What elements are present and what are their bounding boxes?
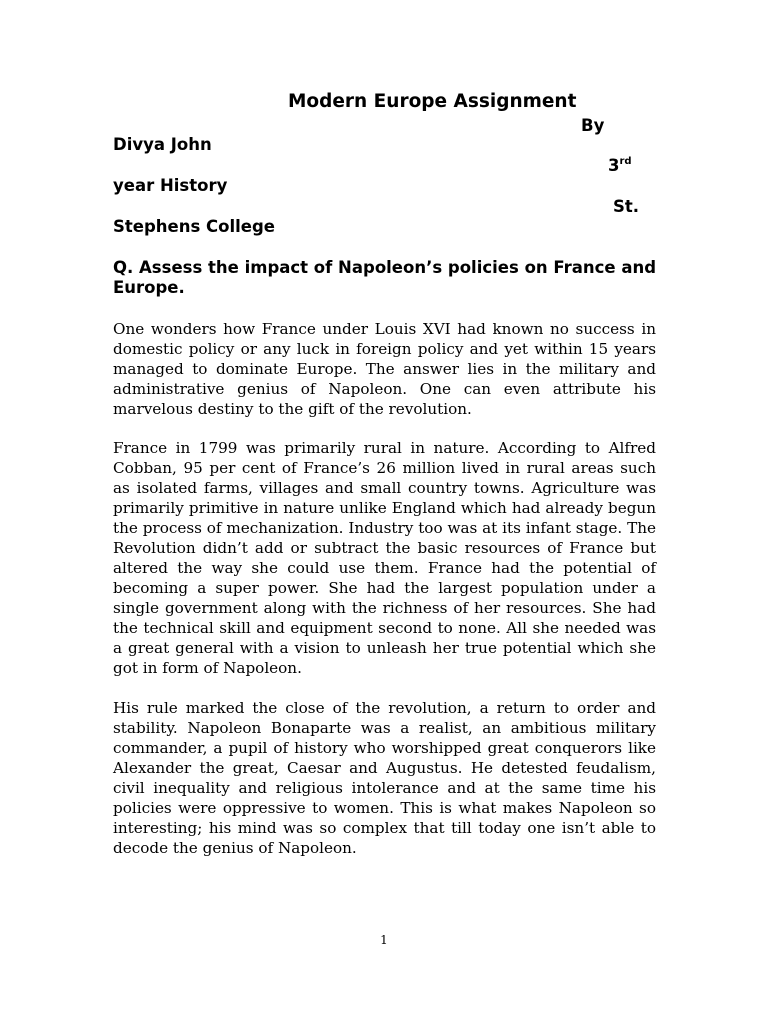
year-number — [608, 156, 632, 176]
year-number-suffix: rd — [619, 155, 632, 167]
year-number-value: 3 — [608, 156, 620, 175]
course-name: year History — [113, 176, 228, 195]
body-paragraph-2: France in 1799 was primarily rural in nature. According to Alfred Cobban, 95 per cent of France’s 26 million lived in rural areas such as isolated farms, villages and small country towns. Agriculture was primarily primitive in nature unlike England which had already begun the process of mechanization. Industry too was at its infant stage. The Revolution didn’t add or subtract the basic resources of France but altered the way she could use them. France had the potential of becoming a super power. She had the largest population under a single government along with the richness of her resources. She had the technical skill and equipment second to none. All she needed was a great general with a vision to unleash her true potential which she got in form of Napoleon. — [113, 439, 656, 677]
page-number: 1 — [380, 933, 388, 947]
page-title: Modern Europe Assignment — [288, 91, 577, 112]
body-paragraph-3: His rule marked the close of the revolution, a return to order and stability. Napoleon Bonaparte was a realist, an ambitious military commander, a pupil of history who worshipped great conquerors like Alexander the great, Caesar and Augustus. He detested feudalism, civil inequality and religious intolerance and at the same time his policies were oppressive to women. This is what makes Napoleon so interesting; his mind was so complex that till today one isn’t able to decode the genius of Napoleon. — [113, 699, 656, 857]
college-prefix: St. — [613, 197, 640, 216]
college-name: Stephens College — [113, 217, 275, 236]
body-paragraph-1: One wonders how France under Louis XVI had known no success in domestic policy or any luck in foreign policy and yet within 15 years managed to dominate Europe. The answer lies in the military and administrative genius of Napoleon. One can even attribute his marvelous destiny to the gift of the revolution. — [113, 320, 656, 418]
author-name: Divya John — [113, 135, 212, 154]
assignment-question: Q. Assess the impact of Napoleon’s policies on France and Europe. — [113, 258, 657, 297]
byline-by: By — [581, 116, 605, 135]
